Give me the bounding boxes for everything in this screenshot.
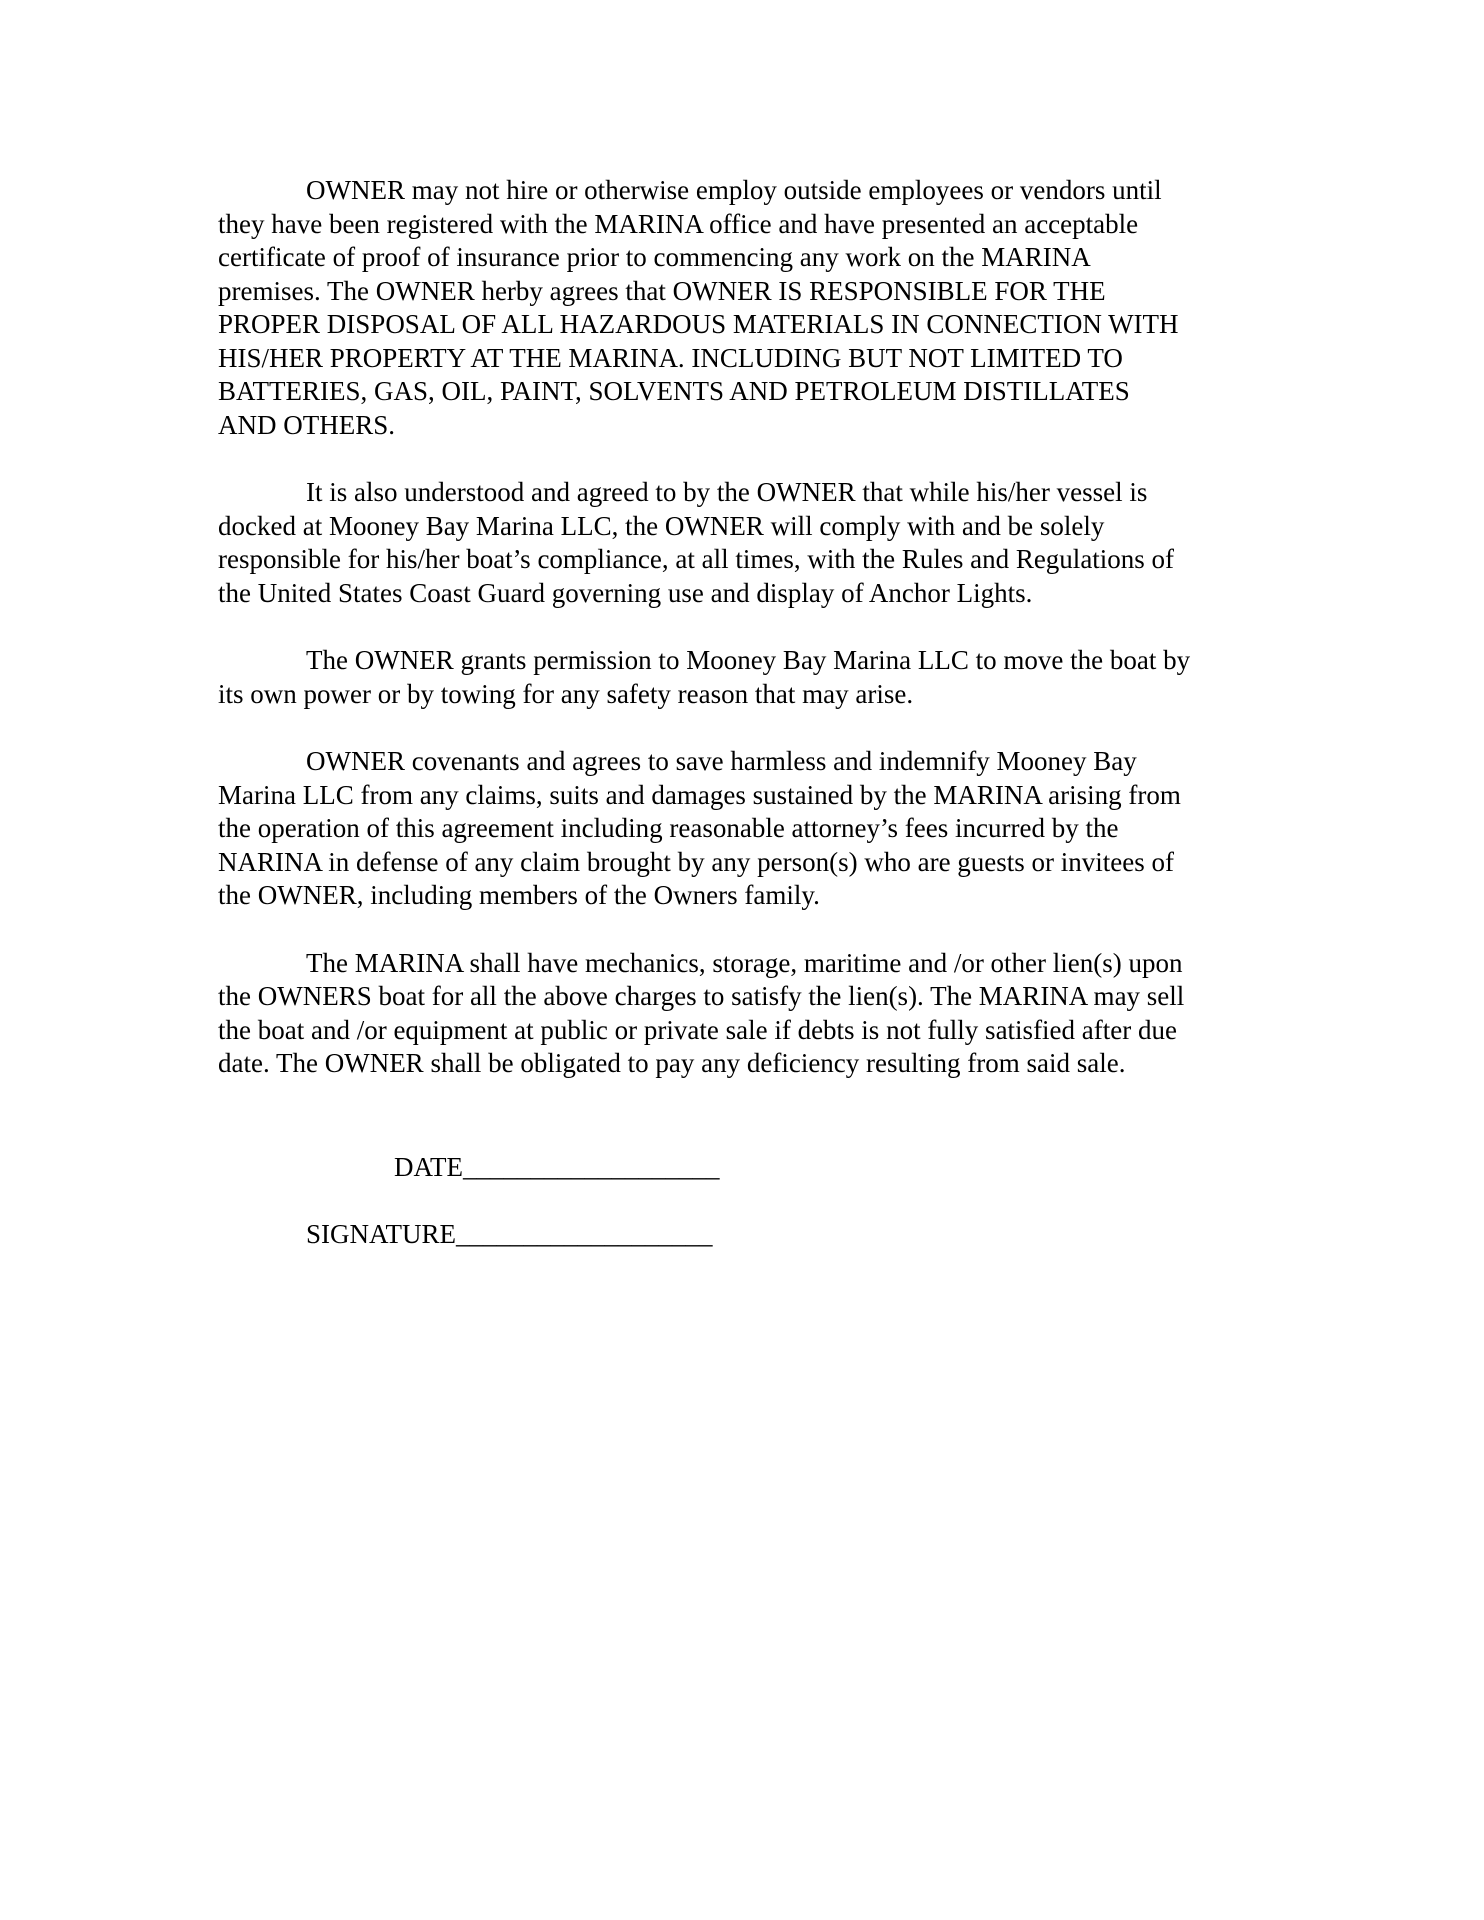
paragraph-liens	[218, 947, 1270, 1081]
text-line: The MARINA shall have mechanics, storage, maritime and /or other lien(s) upon	[306, 947, 1183, 978]
text-line: the OWNER, including members of the Owners family.	[218, 880, 820, 910]
paragraph-move-permission	[218, 644, 1270, 711]
text-line: the boat and /or equipment at public or private sale if debts is not fully satisfied after due	[218, 1014, 1177, 1045]
text-line: the United States Coast Guard governing use and display of Anchor Lights.	[218, 577, 1033, 608]
document-body	[218, 174, 1270, 1286]
text-line: the OWNERS boat for all the above charges to satisfy the lien(s). The MARINA may sell	[218, 981, 1185, 1011]
paragraph-vendors-hazardous-materials	[218, 174, 1270, 442]
text-line: BATTERIES, GAS, OIL, PAINT, SOLVENTS AND PETROLEUM DISTILLATES	[218, 376, 1130, 406]
date-field[interactable]: DATE___________________	[394, 1151, 720, 1182]
paragraph-anchor-lights	[218, 476, 1270, 610]
text-line: they have been registered with the MARINA office and have presented an acceptable	[218, 208, 1139, 239]
text-line: HIS/HER PROPERTY AT THE MARINA. INCLUDING BUT NOT LIMITED TO	[218, 342, 1123, 373]
text-line: date. The OWNER shall be obligated to pay any deficiency resulting from said sale.	[218, 1048, 1126, 1078]
text-line: docked at Mooney Bay Marina LLC, the OWNER will comply with and be solely	[218, 510, 1105, 541]
paragraph-indemnification	[218, 745, 1270, 913]
text-line: AND OTHERS.	[218, 409, 396, 440]
text-line: responsible for his/her boat’s compliance, at all times, with the Rules and Regulations of	[218, 544, 1175, 574]
text-line: the operation of this agreement including reasonable attorney’s fees incurred by the	[218, 813, 1119, 843]
signature-field[interactable]: SIGNATURE___________________	[306, 1219, 713, 1249]
text-line: It is also understood and agreed to by the OWNER that while his/her vessel is	[306, 477, 1148, 507]
text-line: premises. The OWNER herby agrees that OWNER IS RESPONSIBLE FOR THE	[218, 275, 1106, 306]
text-line: certificate of proof of insurance prior to commencing any work on the MARINA	[218, 242, 1091, 272]
text-line: Marina LLC from any claims, suits and damages sustained by the MARINA arising from	[218, 779, 1181, 810]
text-line: OWNER covenants and agrees to save harmless and indemnify Mooney Bay	[306, 746, 1137, 776]
text-line: PROPER DISPOSAL OF ALL HAZARDOUS MATERIALS IN CONNECTION WITH	[218, 309, 1179, 339]
text-line: The OWNER grants permission to Mooney Bay Marina LLC to move the boat by	[306, 645, 1191, 675]
text-line: its own power or by towing for any safety reason that may arise.	[218, 678, 914, 709]
text-line: OWNER may not hire or otherwise employ outside employees or vendors until	[306, 175, 1162, 205]
signature-block	[218, 1151, 1270, 1252]
text-line: NARINA in defense of any claim brought by any person(s) who are guests or invitees of	[218, 846, 1175, 877]
